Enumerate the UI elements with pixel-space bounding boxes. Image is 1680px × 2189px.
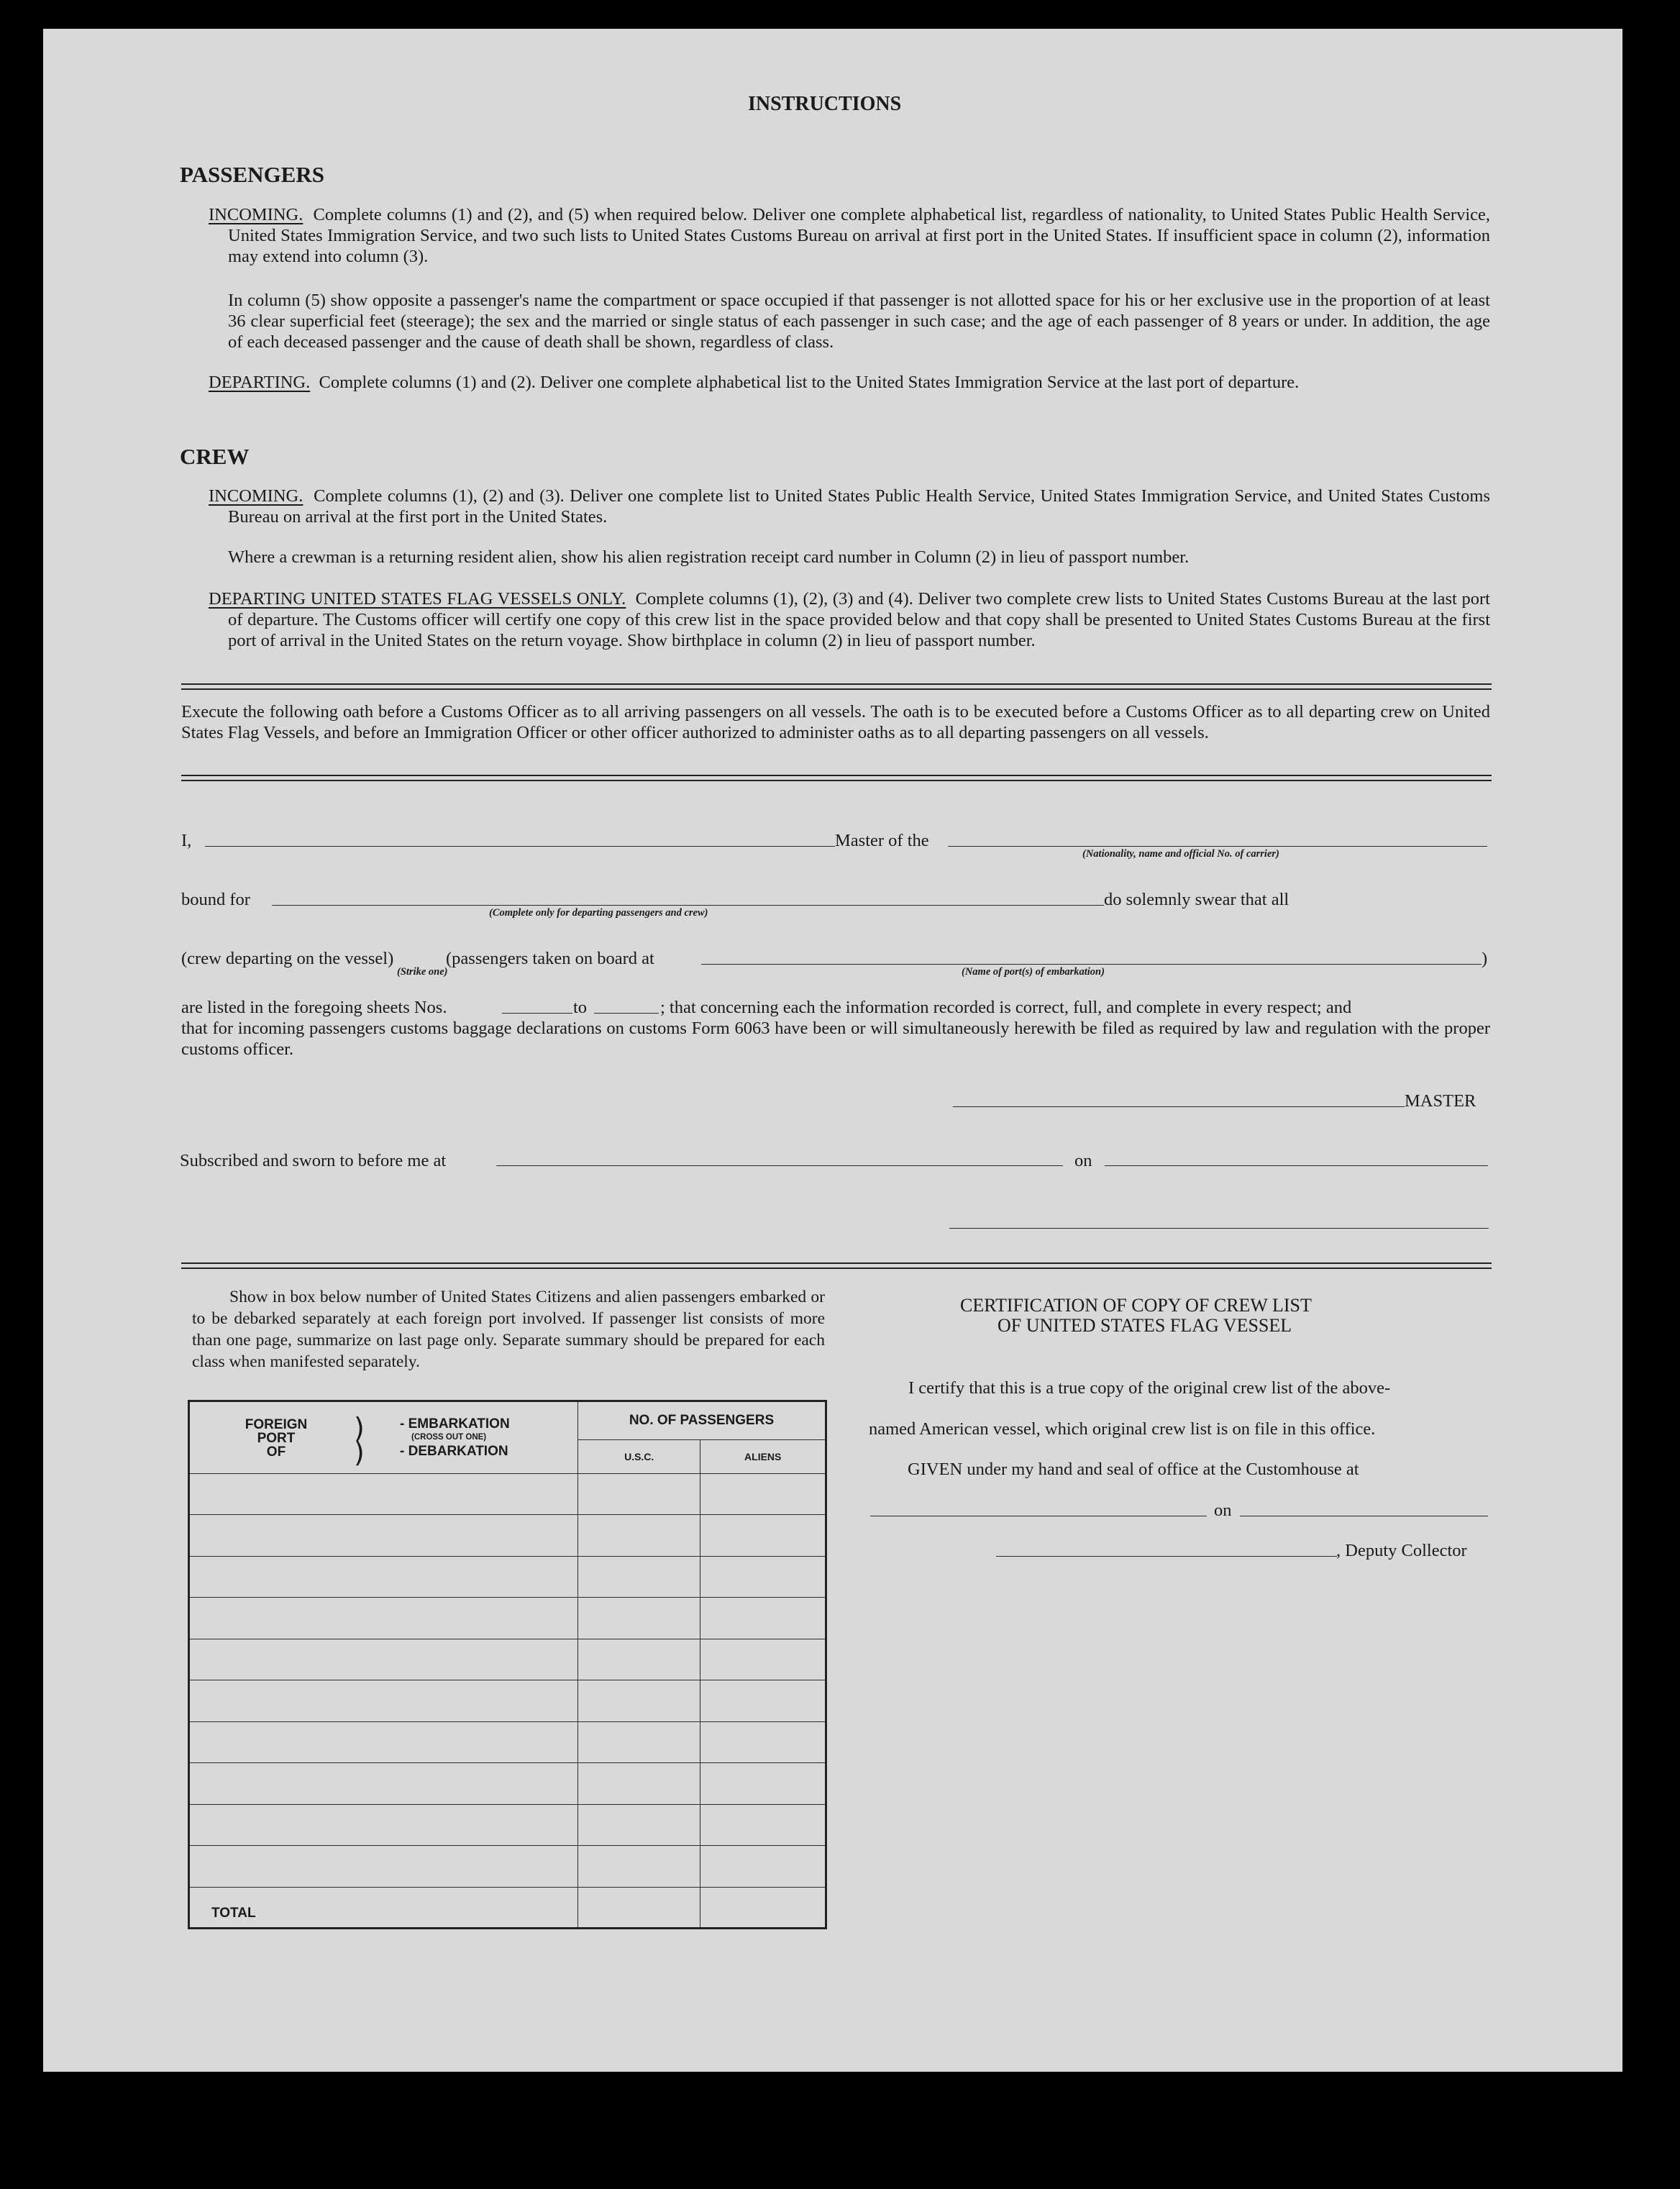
passengers-incoming-paragraph: [209, 204, 1490, 267]
sworn-at-field[interactable]: [496, 1165, 1063, 1166]
usc-cell[interactable]: [578, 1556, 700, 1597]
debarkation-label: - DEBARKATION: [400, 1444, 508, 1459]
ports-summary-table: [188, 1400, 827, 1929]
carrier-field[interactable]: [948, 846, 1487, 847]
usc-cell[interactable]: [578, 1680, 700, 1721]
aliens-cell[interactable]: [700, 1598, 826, 1639]
certification-line3: GIVEN under my hand and seal of office at the Customhouse at: [908, 1460, 1359, 1479]
port-cell[interactable]: [189, 1515, 578, 1556]
certification-title-line2: OF UNITED STATES FLAG VESSEL: [998, 1315, 1292, 1336]
port-cell[interactable]: [189, 1473, 578, 1514]
oath-on: on: [1074, 1151, 1092, 1170]
port-cell[interactable]: [189, 1721, 578, 1762]
divider: [181, 775, 1492, 781]
no-of-passengers-header: NO. OF PASSENGERS: [578, 1401, 826, 1440]
deputy-signature-line[interactable]: [996, 1556, 1337, 1557]
port-cell[interactable]: [189, 1639, 578, 1680]
cross-out-note: (CROSS OUT ONE): [411, 1433, 487, 1442]
port-cell[interactable]: [189, 1598, 578, 1639]
sworn-date-field[interactable]: [1105, 1165, 1488, 1166]
usc-cell[interactable]: [578, 1639, 700, 1680]
usc-cell[interactable]: [578, 1804, 700, 1845]
crew-departing-label: DEPARTING UNITED STATES FLAG VESSELS ONLY.: [209, 589, 626, 609]
passengers-incoming-text: Complete columns (1) and (2), and (5) when required below. Deliver one complete alphabetical list, regardless of nationality, to United States Public Health Service, United States Immigration Service, and two such lists to United States Customs Bureau on arrival at first port in the United States. If insufficient space in column (2), information may extend into column (3).: [228, 205, 1491, 266]
aliens-cell[interactable]: [700, 1639, 826, 1680]
oath-listed-post: ; that concerning each the information recorded is correct, full, and complete in every respect; and: [660, 998, 1352, 1017]
usc-cell[interactable]: [578, 1515, 700, 1556]
usc-cell[interactable]: [578, 1473, 700, 1514]
passengers-departing-text: Complete columns (1) and (2). Deliver one complete alphabetical list to the United States Immigration Service at the last port of departure.: [319, 373, 1300, 392]
usc-cell[interactable]: [578, 1846, 700, 1887]
certification-line1: I certify that this is a true copy of the original crew list of the above-: [908, 1378, 1391, 1398]
port-cell[interactable]: [189, 1680, 578, 1721]
summary-instructions: Show in box below number of United States Citizens and alien passengers embarked or to be debarked separately at each foreign port involved. If passenger list consists of more than one page, summarize on last page only. Separate summary should be prepared for each class when manifested separately.: [192, 1288, 825, 1371]
foreign-port-of-label: FOREIGN PORT OF: [245, 1417, 308, 1460]
certification-title-line1: CERTIFICATION OF COPY OF CREW LIST: [960, 1295, 1312, 1316]
brace-glyph: ): [354, 1412, 365, 1444]
master-signature-line[interactable]: [953, 1106, 1405, 1107]
aliens-header: ALIENS: [700, 1440, 826, 1473]
nationality-note: (Nationality, name and official No. of carrier): [1082, 848, 1279, 860]
port-cell[interactable]: [189, 1556, 578, 1597]
embarkation-label: - EMBARKATION: [400, 1416, 510, 1432]
sheet-from-field[interactable]: [502, 1013, 572, 1014]
usc-cell[interactable]: [578, 1763, 700, 1804]
oath-passengers-taken: (passengers taken on board at: [446, 949, 654, 968]
aliens-cell[interactable]: [700, 1473, 826, 1514]
aliens-cell[interactable]: [700, 1846, 826, 1887]
certification-line2: named American vessel, which original crew list is on file in this office.: [869, 1419, 1376, 1439]
crew-alien-text: Where a crewman is a returning resident alien, show his alien registration receipt card number in Column (2) in lieu of passport number.: [228, 547, 1190, 567]
crew-departing-text: Complete columns (1), (2), (3) and (4). Deliver two complete crew lists to United States Customs Bureau at the last port of departure. The Customs officer will certify one copy of this crew list in the space provided below and that copy shall be presented to United States Customs Bureau at the first port of arrival in the United States on the return voyage. Show birthplace in column (2) in lieu of passport number.: [228, 589, 1490, 650]
usc-header: U.S.C.: [578, 1440, 700, 1473]
table-row: [189, 1639, 826, 1680]
table-row: [189, 1846, 826, 1887]
aliens-cell[interactable]: [700, 1680, 826, 1721]
crew-heading: CREW: [180, 444, 250, 469]
aliens-cell[interactable]: [700, 1515, 826, 1556]
crew-incoming-paragraph: [209, 486, 1490, 527]
table-row: [189, 1804, 826, 1845]
oath-master-of-the: Master of the: [835, 831, 929, 850]
oath-listed-rest: that for incoming passengers customs baggage declarations on customs Form 6063 have been or will simultaneously herewith be filed as required by law and regulation with the proper customs officer.: [181, 1019, 1490, 1059]
oath-bound-for: bound for: [181, 890, 250, 909]
aliens-cell[interactable]: [700, 1721, 826, 1762]
total-row: [189, 1887, 826, 1929]
table-row: [189, 1598, 826, 1639]
usc-total-cell[interactable]: [578, 1887, 700, 1929]
crew-departing-paragraph: [209, 588, 1490, 651]
table-row: [189, 1556, 826, 1597]
port-cell[interactable]: [189, 1846, 578, 1887]
master-name-field[interactable]: [205, 846, 835, 847]
port-cell[interactable]: [189, 1804, 578, 1845]
passengers-incoming-label: INCOMING.: [209, 205, 303, 224]
passengers-heading: PASSENGERS: [180, 162, 324, 187]
total-label: TOTAL: [189, 1887, 578, 1929]
oath-i-label: I,: [181, 831, 192, 850]
oath-close-paren: ): [1482, 949, 1488, 968]
oath-do-solemnly: do solemnly swear that all: [1104, 890, 1289, 909]
divider: [181, 1262, 1492, 1269]
strike-one-note: (Strike one): [397, 966, 448, 978]
sheet-to-field[interactable]: [594, 1013, 659, 1014]
departing-note: (Complete only for departing passengers and crew): [489, 907, 708, 919]
certification-deputy: , Deputy Collector: [1336, 1541, 1467, 1560]
usc-cell[interactable]: [578, 1721, 700, 1762]
aliens-cell[interactable]: [700, 1556, 826, 1597]
table-row: [189, 1680, 826, 1721]
brace-glyph: ): [354, 1437, 365, 1468]
certification-on: on: [1214, 1501, 1232, 1520]
usc-cell[interactable]: [578, 1598, 700, 1639]
table-row: [189, 1473, 826, 1514]
officer-signature-line[interactable]: [949, 1228, 1489, 1229]
passengers-column5-paragraph: In column (5) show opposite a passenger's name the compartment or space occupied if that passenger is not allotted space for his or her exclusive use in the proportion of at least 36 clear superficial feet (steerage); the sex and the married or single status of each passenger in such case; and the age of each passenger of 8 years or under. In addition, the age of each deceased passenger and the cause of death shall be shown, regardless of class.: [228, 291, 1490, 352]
crew-incoming-label: INCOMING.: [209, 486, 303, 506]
table-row: [189, 1763, 826, 1804]
aliens-total-cell[interactable]: [700, 1887, 826, 1929]
oath-listed-to: to: [573, 998, 588, 1017]
crew-incoming-text: Complete columns (1), (2) and (3). Deliver one complete list to United States Public Health Service, United States Immigration Service, and United States Customs Bureau on arrival at the first port in the United States.: [228, 486, 1490, 527]
table-row: [189, 1515, 826, 1556]
aliens-cell[interactable]: [700, 1763, 826, 1804]
oath-master-label: MASTER: [1405, 1091, 1476, 1111]
oath-crew-departing: (crew departing on the vessel): [181, 949, 394, 968]
oath-subscribed: Subscribed and sworn to before me at: [180, 1151, 447, 1170]
passengers-departing-paragraph: [209, 372, 1490, 393]
port-cell[interactable]: [189, 1763, 578, 1804]
passengers-departing-label: DEPARTING.: [209, 373, 311, 392]
oath-listed-pre: are listed in the foregoing sheets Nos.: [181, 998, 447, 1017]
table-row: [189, 1721, 826, 1762]
bound-for-field[interactable]: [272, 905, 1104, 906]
oath-instructions: Execute the following oath before a Customs Officer as to all arriving passengers on all vessels. The oath is to be executed before a Customs Officer as to all departing crew on United States Flag Vessels, and before an Immigration Officer or other officer authorized to administer oaths as to all departing passengers on all vessels.: [181, 702, 1490, 742]
divider: [181, 683, 1492, 690]
port-note: (Name of port(s) of embarkation): [962, 966, 1105, 978]
page-title: INSTRUCTIONS: [748, 93, 902, 115]
aliens-cell[interactable]: [700, 1804, 826, 1845]
foreign-port-header: [189, 1401, 578, 1474]
embarkation-port-field[interactable]: [701, 964, 1482, 965]
